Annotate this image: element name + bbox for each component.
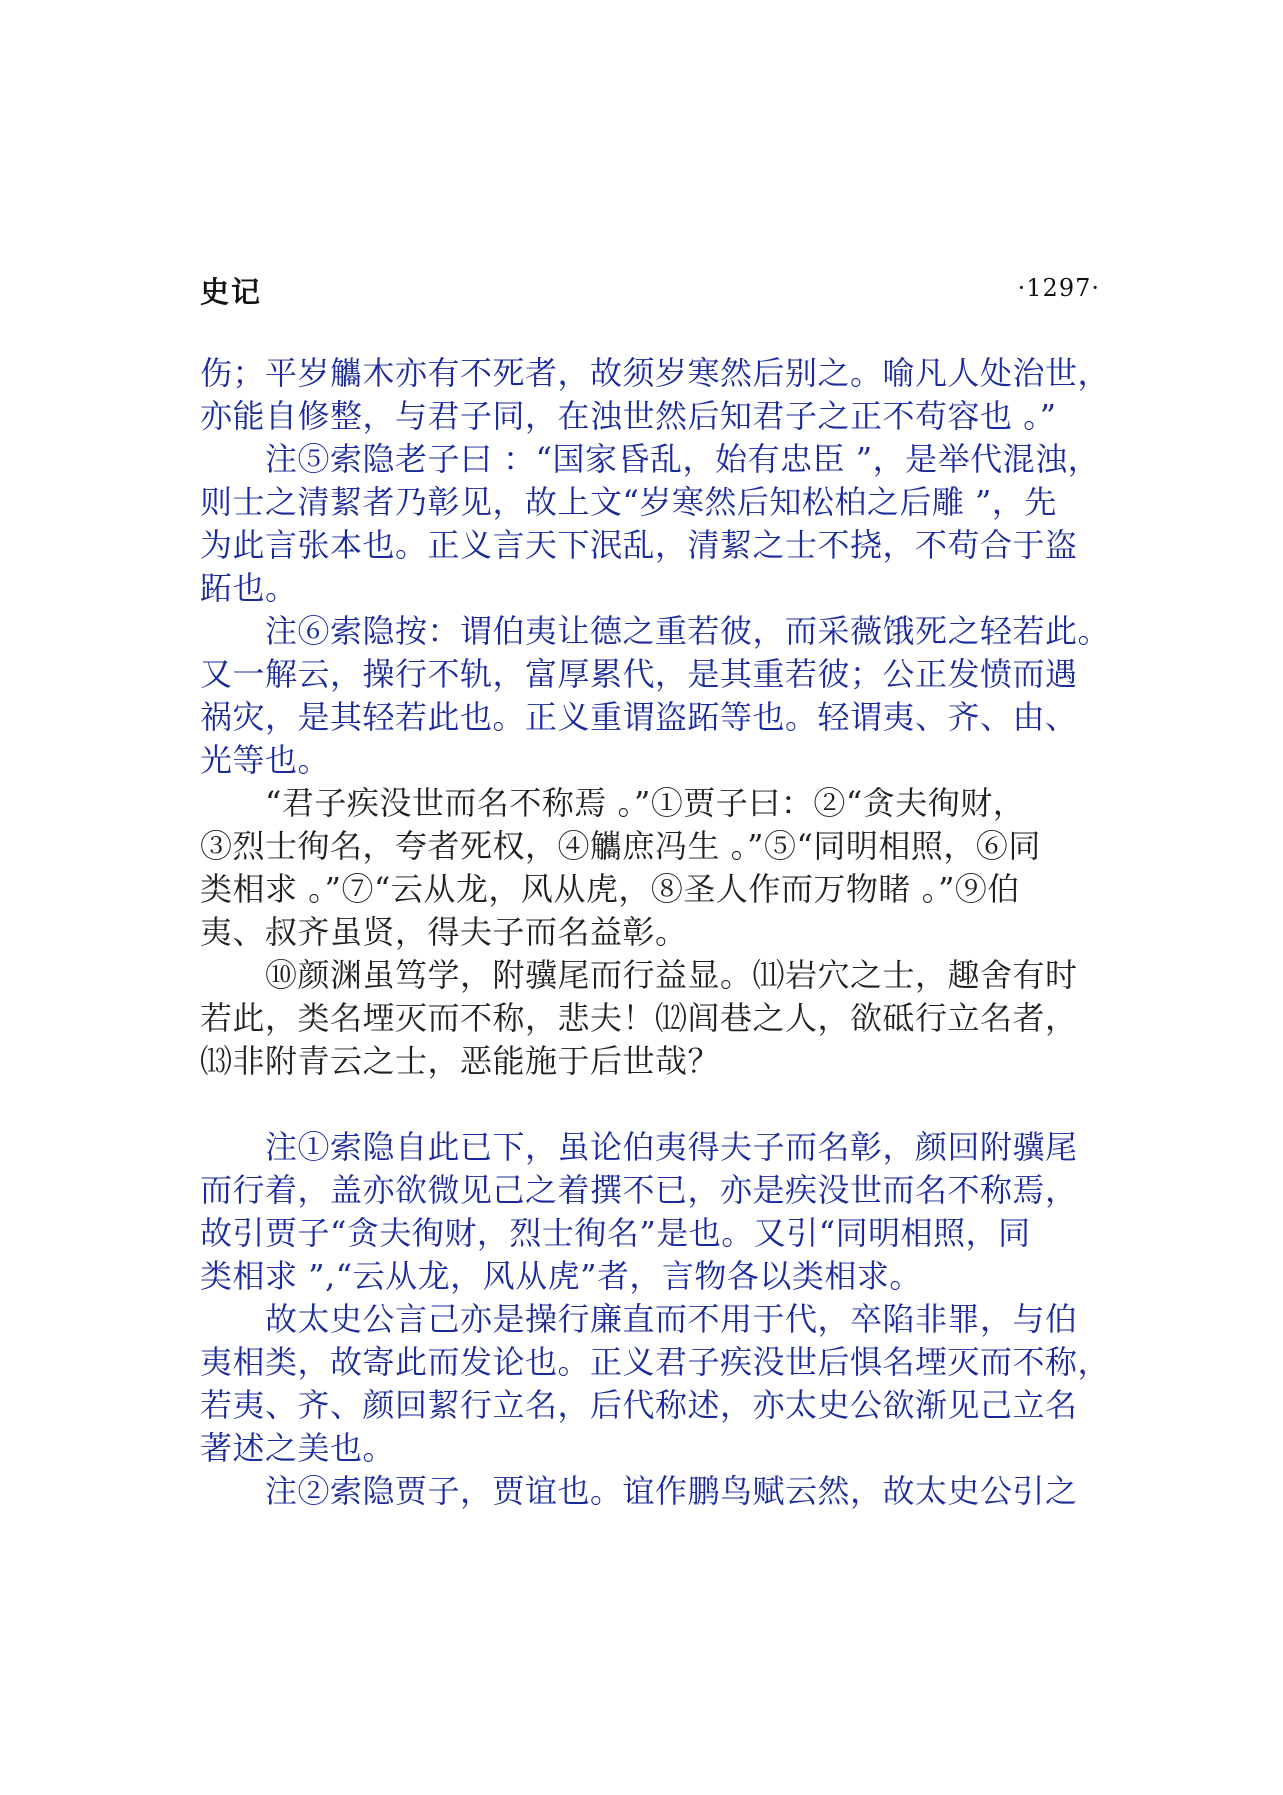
annotation-line: 伤；平岁觿木亦有不死者，故须岁寒然后别之。喻凡人处治世， [200, 354, 1111, 392]
main-text-line: 类相求 。”⑦“云从龙，风从虎，⑧圣人作而万物睹 。”⑨伯 [200, 870, 1020, 908]
annotation-line: 为此言张本也。正义言天下泯乱，清絜之士不挠，不苟合于盗 [200, 526, 1078, 564]
annotation-line: 注①索隐自此已下，虽论伯夷得夫子而名彰，颜回附骥尾 [200, 1128, 1078, 1166]
page-body [200, 352, 1111, 1513]
annotation-line: 跖也。 [200, 569, 298, 607]
annotation-line: 注②索隐贾子，贾谊也。谊作鹏鸟赋云然，故太史公引之 [200, 1472, 1078, 1510]
annotation-line: 祸灾，是其轻若此也。正义重谓盗跖等也。轻谓夷、齐、由、 [200, 698, 1078, 736]
annotation-line: 故引贾子“贪夫徇财，烈士徇名”是也。又引“同明相照，同 [200, 1214, 1031, 1252]
page-header [200, 270, 1100, 310]
annotation-line: 著述之美也。 [200, 1429, 396, 1467]
annotation-line: 若夷、齐、颜回絜行立名，后代称述，亦太史公欲渐见己立名 [200, 1386, 1078, 1424]
annotation-line: 则士之清絜者乃彰见，故上文“岁寒然后知松柏之后雕 ”，先 [200, 483, 1057, 521]
main-text-line: 若此，类名堙灭而不称，悲夫！⑿闾巷之人，欲砥行立名者， [200, 999, 1078, 1037]
main-text-line: “君子疾没世而名不称焉 。”①贾子曰：②“贪夫徇财， [200, 784, 1026, 822]
main-text-line: ⒀非附青云之士，恶能施于后世哉？ [200, 1042, 721, 1080]
annotation-line: 注⑤索隐老子曰 ：“国家昏乱，始有忠臣 ”，是举代混浊， [200, 440, 1101, 478]
page-number: ·1297· [1017, 274, 1100, 302]
paragraph-gap [200, 1083, 1105, 1126]
book-title: 史记 [200, 275, 263, 309]
annotation-line: 类相求 ”,“云从龙，风从虎”者，言物各以类相求。 [200, 1257, 922, 1295]
main-text-line: 夷、叔齐虽贤，得夫子而名益彰。 [200, 913, 688, 951]
annotation-line: 注⑥索隐按：谓伯夷让德之重若彼，而采薇饿死之轻若此。 [200, 612, 1111, 650]
main-text-line: ⑩颜渊虽笃学，附骥尾而行益显。⑾岩穴之士，趣舍有时 [200, 956, 1078, 994]
annotation-line: 夷相类，故寄此而发论也。正义君子疾没世后惧名堙灭而不称， [200, 1343, 1111, 1381]
main-text-line: ③烈士徇名，夸者死权，④觿庶冯生 。”⑤“同明相照，⑥同 [200, 827, 1041, 865]
annotation-line: 光等也。 [200, 741, 331, 779]
annotation-line: 又一解云，操行不轨，富厚累代，是其重若彼；公正发愤而遇 [200, 655, 1078, 693]
annotation-line: 而行着，盖亦欲微见己之着撰不已，亦是疾没世而名不称焉， [200, 1171, 1078, 1209]
annotation-line: 亦能自修整，与君子同，在浊世然后知君子之正不苟容也 。” [200, 397, 1057, 435]
annotation-line: 故太史公言己亦是操行廉直而不用于代，卒陷非罪，与伯 [200, 1300, 1078, 1338]
